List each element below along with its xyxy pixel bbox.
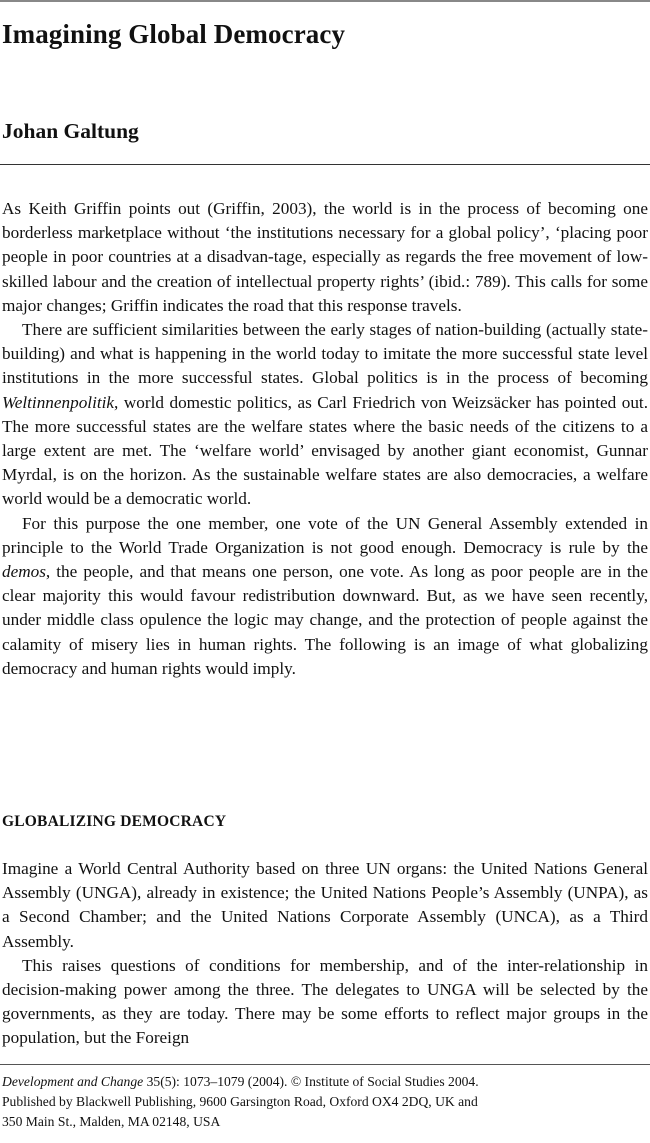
section-heading: GLOBALIZING DEMOCRACY (2, 813, 227, 830)
intro-paragraph-3-text-a: For this purpose the one member, one vote of the UN General Assembly extended in principle to the World Trade Organization is not good enough. Democracy is rule by the (2, 513, 648, 557)
intro-paragraph-3 (2, 512, 648, 681)
footer-rule (0, 1064, 650, 1065)
citation-text: 35(5): 1073–1079 (2004). © Institute of Social Studies 2004. (143, 1074, 479, 1089)
header-divider (0, 164, 650, 165)
section-paragraph-2: This raises questions of conditions for membership, and of the inter-relationship in decision-making power among the three. The delegates to UNGA will be selected by the governments, as they are today. There may be some efforts to reflect major groups in the population, but the Foreign (2, 955, 648, 1048)
intro-paragraph-2-text-a: There are sufficient similarities between the early stages of nation-building (actually state-building) and what is happening in the world today to imitate the more successful state level institutions in the more successful states. Global politics is in the process of becoming (2, 320, 648, 388)
publication-footer (2, 1072, 648, 1132)
intro-paragraph-2-italic: Weltinnenpolitik (2, 392, 115, 412)
article-title: Imagining Global Democracy (2, 19, 346, 49)
section-paragraph-1: Imagine a World Central Authority based on three UN organs: the United Nations General Assembly (UNGA), already in existence; the United Nations People’s Assembly (UNPA), as a Second Chamber; and the United Nations Corporate Assembly (UNCA), as a Third Assembly. (2, 859, 648, 951)
footer-publisher-line: Published by Blackwell Publishing, 9600 Garsington Road, Oxford OX4 2DQ, UK and (2, 1094, 478, 1109)
intro-paragraph-2-text-b: , world domestic politics, as Carl Friedrich von Weizsäcker has pointed out. The more successful states are the welfare states where the basic needs of the citizens to a large extent are met. The ‘welfare world’ envisaged by another giant economist, Gunnar Myrdal, is on the horizon. As the sustainable welfare states are also democracies, a welfare world would be a democratic world. (2, 392, 648, 509)
intro-paragraph-3-text-b: , the people, and that means one person, one vote. As long as poor people are in the clear majority this would favour redistribution downward. But, as we have seen recently, under middle class opulence the logic may change, and the protection of people against the calamity of misery lies in human rights. The following is an image of what globalizing democracy and human rights would imply. (2, 562, 648, 678)
intro-paragraph-1: As Keith Griffin points out (Griffin, 2003), the world is in the process of becoming one borderless marketplace without ‘the institutions necessary for a global policy’, ‘placing poor people in poor countries at a disadvan-tage, especially as regards the free movement of low-skilled labour and the creation of intellectual property rights’ (ibid.: 789). This calls for some major changes; Griffin indicates the road that this response travels. (2, 199, 648, 315)
journal-name: Development and Change (2, 1074, 144, 1089)
intro-section (2, 197, 648, 681)
globalizing-democracy-section (2, 857, 648, 1051)
article-author: Johan Galtung (2, 119, 139, 143)
intro-paragraph-2 (2, 318, 648, 512)
footer-address-line: 350 Main St., Malden, MA 02148, USA (2, 1114, 221, 1129)
footer-citation-line (2, 1072, 648, 1092)
intro-paragraph-3-italic: demos (2, 562, 46, 582)
top-rule (0, 0, 650, 2)
